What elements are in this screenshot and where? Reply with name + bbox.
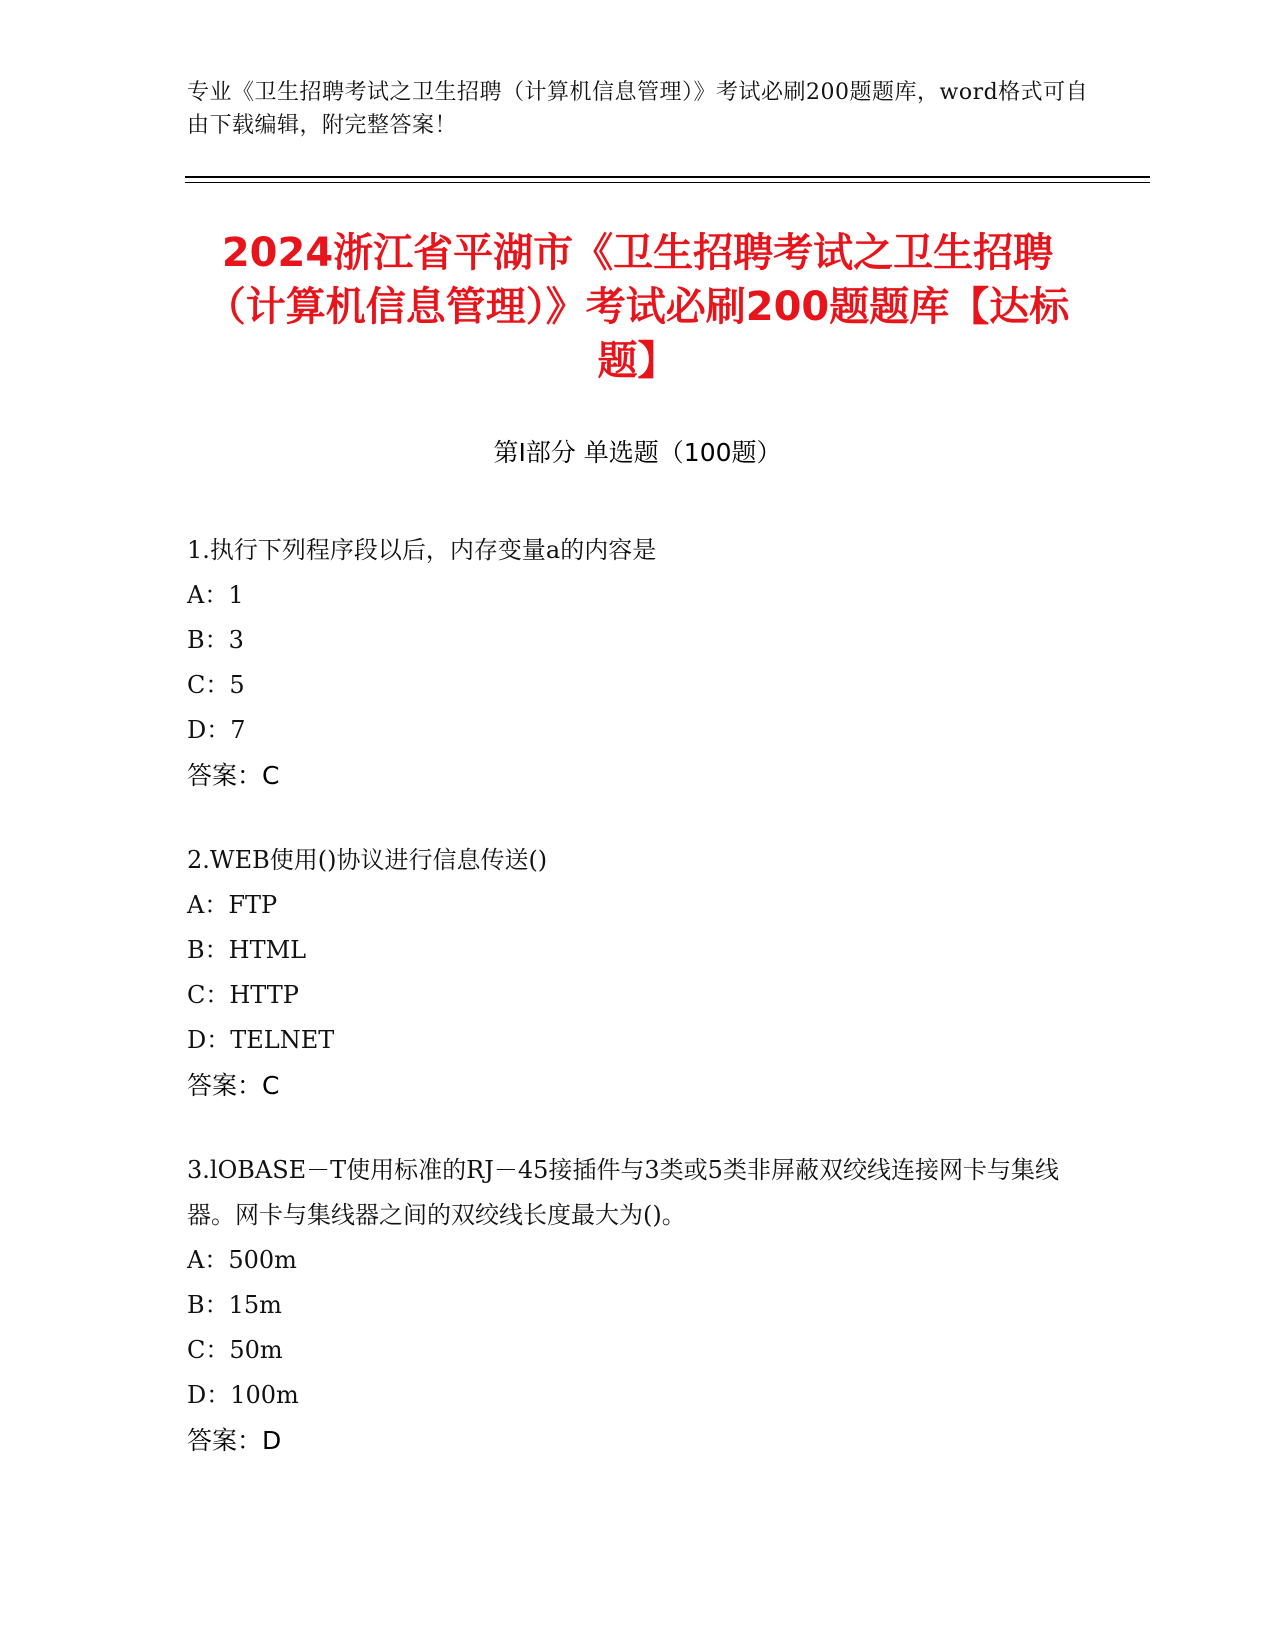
answer: 答案：D — [187, 1426, 282, 1455]
question-2 — [187, 838, 1087, 1108]
question-stem: 1.执行下列程序段以后，内存变量a的内容是 — [187, 536, 657, 564]
document-title: 2024浙江省平湖市《卫生招聘考试之卫生招聘（计算机信息管理）》考试必刷200题题库【达标题】 — [205, 230, 1070, 384]
option-d: D：100m — [187, 1381, 299, 1409]
option-c: C：50m — [187, 1336, 283, 1364]
question-3 — [187, 1148, 1087, 1463]
question-list — [187, 528, 1087, 1503]
option-c: C：5 — [187, 671, 245, 699]
option-b: B：HTML — [187, 936, 307, 964]
header-note: 专业《卫生招聘考试之卫生招聘（计算机信息管理）》考试必刷200题题库，word格式可自由下载编辑，附完整答案！ — [187, 80, 1089, 138]
option-a: A：FTP — [187, 891, 278, 919]
header-rule-thin — [185, 182, 1150, 183]
option-d: D：TELNET — [187, 1026, 335, 1054]
question-stem: 3.lOBASE－T使用标准的RJ－45接插件与3类或5类非屏蔽双绞线连接网卡与集线器。网卡与集线器之间的双绞线长度最大为()。 — [187, 1156, 1059, 1229]
option-b: B：3 — [187, 626, 244, 654]
section-title: 第I部分 单选题（100题） — [493, 438, 782, 467]
option-d: D：7 — [187, 716, 246, 744]
header-rule-thick — [185, 176, 1150, 178]
answer: 答案：C — [187, 761, 280, 790]
option-c: C：HTTP — [187, 981, 299, 1009]
question-1 — [187, 528, 1087, 798]
option-a: A：500m — [187, 1246, 297, 1274]
answer: 答案：C — [187, 1071, 280, 1100]
question-stem: 2.WEB使用()协议进行信息传送() — [187, 846, 548, 874]
option-a: A：1 — [187, 581, 244, 609]
option-b: B：15m — [187, 1291, 282, 1319]
